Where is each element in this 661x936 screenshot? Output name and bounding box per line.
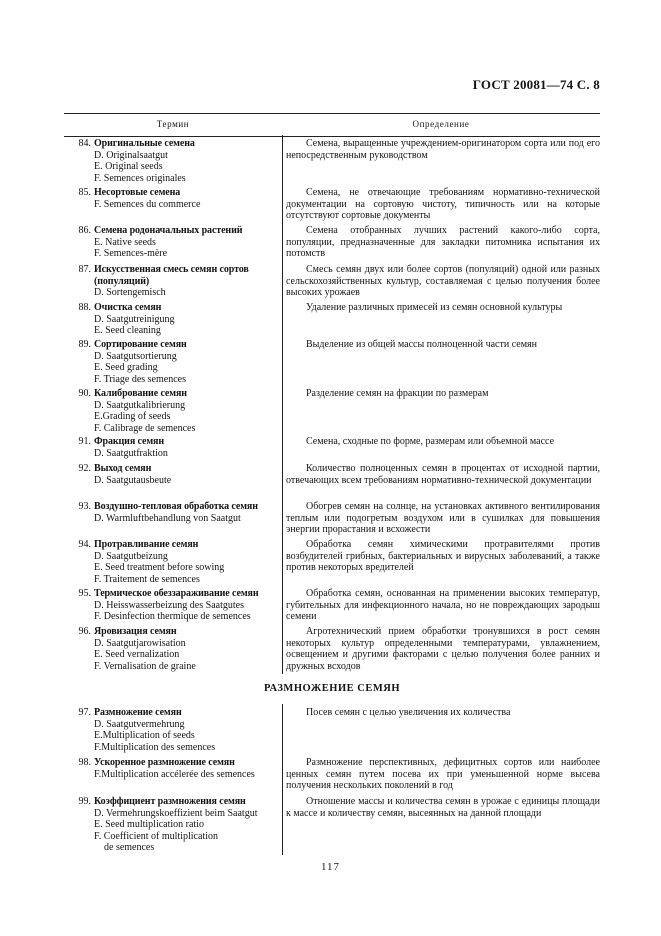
- term-name: Яровизация семян: [94, 626, 177, 637]
- term-number: 98.: [78, 757, 91, 768]
- term-number: 97.: [78, 707, 91, 718]
- term-name: Протравливание семян: [94, 539, 199, 550]
- definition-cell: Количество полноценных семян в процентах от исходной партии, отвечающих всем требованиям нормативно-технической документации: [286, 463, 600, 486]
- term-cell: [64, 588, 278, 623]
- term-equivalent: D. Saatgutreinigung: [94, 313, 175, 325]
- definition-cell: Агротехнический прием обработки тронувшихся в рост семян некоторых культур определенными температурами, увлажнением, освещением и другими факторами с целью получения более ранних и дружных всходов: [286, 626, 600, 672]
- definition-cell: Размножение перспективных, дефицитных сортов или наиболее ценных семян путем посева их при уменьшенной норме высева получения нескольких поколений в год: [286, 757, 600, 792]
- term-name: Выход семян: [94, 463, 152, 474]
- definition-cell: Посев семян с целью увеличения их количества: [306, 707, 511, 718]
- document-header: ГОСТ 20081—74 С. 8: [472, 77, 600, 92]
- term-equivalent: D. Saatgutsortierung: [94, 350, 177, 362]
- term-number: 92.: [78, 463, 91, 474]
- term-equivalent: D. Warmluftbehandlung von Saatgut: [94, 512, 241, 524]
- term-equivalent: E. Seed grading: [94, 362, 158, 374]
- term-equivalent: E. Seed treatment before sowing: [94, 562, 225, 574]
- term-name: Очистка семян: [94, 302, 162, 313]
- page-number: 117: [320, 861, 341, 873]
- definition-cell: Обработка семян химическими протравителями против возбудителей грибных, бактериальных и вирусных заболеваний, а также против некоторых вредителей: [286, 539, 600, 574]
- term-number: 86.: [78, 225, 91, 236]
- definition-cell: Обработка семян, основанная на применении высоких температур, губительных для инфекционного начала, но не повреждающих зародыш семени: [286, 588, 600, 623]
- term-cell: [64, 339, 278, 385]
- definition-cell: Разделение семян на фракции по размерам: [306, 388, 489, 399]
- definition-cell: Обогрев семян на солнце, на установках активного вентилирования теплым или подогретым воздухом или в сушилках для повышения энергии прорастания и всхожести: [286, 501, 600, 536]
- term-equivalent: D. Saatgutbeizung: [94, 550, 168, 562]
- term-cell: [64, 302, 278, 337]
- term-cell: [64, 796, 278, 854]
- term-equivalent: D. Sortengemisch: [94, 287, 166, 299]
- term-number: 91.: [78, 436, 91, 447]
- definition-cell: Семена, сходные по форме, размерам или объемной массе: [306, 436, 555, 447]
- term-name: Сортирование семян: [94, 339, 187, 350]
- term-number: 95.: [78, 588, 91, 599]
- term-equivalent: D. Saatgutkalibrierung: [94, 399, 186, 411]
- term-equivalent: E. Seed multiplication ratio: [94, 819, 204, 831]
- term-cell: [64, 757, 278, 780]
- term-number: 85.: [78, 187, 91, 198]
- term-equivalent: E.Grading of seeds: [94, 411, 171, 423]
- column-divider: [282, 135, 283, 674]
- term-cell: [64, 225, 278, 260]
- term-cell: [64, 436, 278, 459]
- section-title: РАЗМНОЖЕНИЕ СЕМЯН: [263, 683, 400, 694]
- term-equivalent: E. Seed cleaning: [94, 325, 161, 337]
- definition-cell: Отношение массы и количества семян в урожае с единицы площади к массе и количеству семян, высеянных на данной площади: [286, 796, 600, 819]
- term-number: 93.: [78, 501, 91, 512]
- term-name: Оригинальные семена: [94, 138, 195, 149]
- term-number: 99.: [78, 796, 91, 807]
- term-equivalent: D. Heisswasserbeizung des Saatgutes: [94, 599, 244, 611]
- term-number: 87.: [78, 264, 91, 275]
- column-header-term: Термин: [156, 119, 190, 129]
- term-number: 90.: [78, 388, 91, 399]
- definition-cell: Удаление различных примесей из семян основной культуры: [306, 302, 563, 313]
- term-equivalent: F. Semences du commerce: [94, 198, 201, 210]
- term-name: Коэффициент размножения семян: [94, 796, 246, 807]
- term-cell: [64, 707, 278, 753]
- term-name: Искусственная смесь семян сортов (популяций): [94, 264, 249, 287]
- term-cell: [64, 501, 278, 524]
- table-header: [64, 113, 600, 137]
- term-name: Воздушно-тепловая обработка семян: [94, 501, 258, 512]
- term-equivalent: F. Semences originales: [94, 172, 186, 184]
- column-divider: [282, 704, 283, 855]
- term-number: 96.: [78, 626, 91, 637]
- term-number: 88.: [78, 302, 91, 313]
- term-name: Калибрование семян: [94, 388, 187, 399]
- term-equivalent: E. Native seeds: [94, 236, 156, 248]
- definition-cell: Семена отобранных лучших растений какого-либо сорта, популяции, предназначенные для закладки питомника испытания их потомств: [286, 225, 600, 260]
- term-cell: [64, 626, 278, 672]
- term-equivalent: F. Semences-mère: [94, 248, 168, 260]
- term-equivalent: F.Multiplication des semences: [94, 741, 216, 753]
- term-equivalent: E. Seed vernalization: [94, 649, 180, 661]
- definition-cell: Семена, не отвечающие требованиям нормативно-технической документации на сортовую чистоту, типичность или на которые отсутствуют сортовые документы: [286, 187, 600, 222]
- term-name: Термическое обеззараживание семян: [94, 588, 259, 599]
- term-equivalent: D. Originalsaatgut: [94, 149, 168, 161]
- term-equivalent: F. Coefficient of multiplication: [94, 830, 218, 842]
- term-equivalent: F. Calibrage de semences: [94, 422, 196, 434]
- term-cell: [64, 138, 278, 184]
- term-number: 94.: [78, 539, 91, 550]
- term-name: Размножение семян: [94, 707, 182, 718]
- term-equivalent: E.Multiplication of seeds: [94, 730, 195, 742]
- definition-cell: Семена, выращенные учреждением-оригинатором сорта или под его непосредственным руководством: [286, 138, 600, 161]
- term-number: 89.: [78, 339, 91, 350]
- term-name: Несортовые семена: [94, 187, 181, 198]
- term-equivalent: F. Vernalisation de graine: [94, 660, 196, 672]
- term-number: 84.: [78, 138, 91, 149]
- column-header-definition: Определение: [412, 119, 470, 129]
- term-equivalent: D. Saatgutvermehrung: [94, 718, 185, 730]
- definition-cell: Смесь семян двух или более сортов (популяций) одной или разных сельскохозяйственных культур, составляемая с целью получения более высоких урожаев: [286, 264, 600, 299]
- term-name: Семена родоначальных растений: [94, 225, 243, 236]
- term-equivalent: F. Triage des semences: [94, 373, 186, 385]
- term-cell: [64, 264, 278, 299]
- term-cell: [64, 463, 278, 486]
- term-cell: [64, 187, 278, 210]
- term-equivalent: de semences: [104, 842, 155, 854]
- term-equivalent: D. Vermehrungskoeffizient beim Saatgut: [94, 807, 258, 819]
- term-equivalent: D. Saatgutjarowisation: [94, 637, 186, 649]
- term-equivalent: D. Saatgutfraktion: [94, 447, 168, 459]
- term-equivalent: F. Desinfection thermique de semences: [94, 611, 251, 623]
- term-name: Ускоренное размножение семян: [94, 757, 235, 768]
- term-name: Фракция семян: [94, 436, 165, 447]
- term-cell: [64, 539, 278, 585]
- definition-cell: Выделение из общей массы полноценной части семян: [306, 339, 537, 350]
- term-equivalent: D. Saatgutausbeute: [94, 474, 172, 486]
- term-equivalent: E. Original seeds: [94, 161, 163, 173]
- term-cell: [64, 388, 278, 434]
- term-equivalent: F.Multiplication accélerée des semences: [94, 768, 255, 780]
- term-equivalent: F. Traitement de semences: [94, 573, 200, 585]
